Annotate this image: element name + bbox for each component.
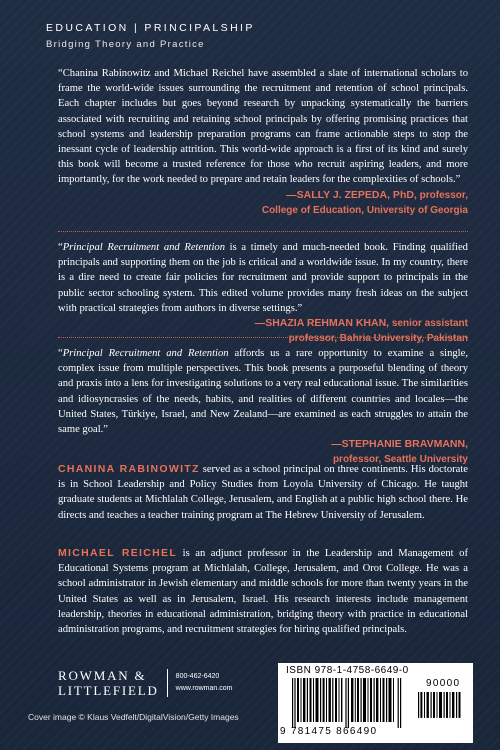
author-bio: is an adjunct professor in the Leadership and Management of Educational Systems program at Michlalah, College, Jerusalem, and Orot College. He was a school administrator in Jewish elementary and middle schools for more than twenty years in the United States as well as in Jerusalem, Israel. His research interests include management leadership, theories in educational administration, bridging theory with practice in educational administration programs, and recruitment strategies for hiring qualified principals. [58, 548, 468, 636]
barcode-digits: 9 781475 866490 [280, 726, 378, 737]
divider [58, 337, 468, 338]
series-header [46, 22, 255, 50]
cover-credit: Cover image © Klaus Vedfelt/DigitalVision/Getty Images [28, 712, 239, 722]
isbn-number: ISBN 978-1-4758-6649-0 [286, 665, 409, 676]
attribution-role: senior assistant [389, 318, 468, 330]
barcode-bars-addon [418, 692, 463, 728]
author-bio: served as a school principal on three continents. His doctorate is in School Leadership and Policy Studies from Loyola University of Chicago. He taught graduate students at Michlalah College, Jerusalem, and English at a public high school there. He directs and teaches a teacher training program at The Hebrew University of Jerusalem. [58, 464, 468, 521]
book-title: Principal Recruitment and Retention [62, 242, 225, 253]
barcode-bars-ean [292, 678, 402, 728]
publisher-phone: 800-462-6420 [175, 673, 220, 680]
blurb-3 [58, 346, 468, 467]
publisher-contact [176, 671, 233, 695]
blurb-attribution [58, 316, 468, 346]
blurb-1 [58, 66, 468, 218]
price-code: 90000 [426, 678, 461, 689]
publisher-url: www.rowman.com [175, 685, 233, 692]
attribution-affiliation: professor, Bahria University, Pakistan [288, 333, 468, 345]
attribution-affiliation: College of Education, University of Georgia [261, 204, 468, 216]
author-name: CHANINA RABINOWITZ [58, 463, 200, 475]
publisher-block [58, 668, 232, 698]
blurb-text: “Chanina Rabinowitz and Michael Reichel have assembled a slate of international scholars to frame the world-wide issues surrounding the recruitment and retention of school principals. Each chapter includes but goes beyond research by unpacking systematically the barriers associated with recruiting and retaining school principals by offering promising practices that school systems and leadership preparation programs can frame actionable steps to stop the inessant cycle of leadership attrition. This world-wide approach is a first of its kind and surely this book will become a trusted reference for those who recruit aspiring leaders, and more importantly, for the work needed to prepare and retain leaders for the complexities of schools.” [58, 68, 468, 186]
attribution-name: —STEPHANIE BRAVMANN, [331, 438, 468, 451]
divider [58, 231, 468, 232]
series-subtitle: Bridging Theory and Practice [46, 39, 205, 50]
attribution-affiliation: professor, Seattle University [332, 454, 468, 466]
series-title: EDUCATION | PRINCIPALSHIP [46, 22, 255, 34]
book-title: Principal Recruitment and Retention [62, 348, 229, 359]
blurb-text: “Principal Recruitment and Retention affords us a rare opportunity to examine a single, complex issue from multiple perspectives. This book presents a purposeful blending of theory and praxis into a lens for investigating solutions to a very real educational issue. The similarities and idiosyncrasies of the needs, habits, and realities of different countries and locales—the United States, Türkiye, Israel, and New Zealand—are examined as each struggles to attain the same goal.” [58, 348, 468, 436]
author-bio-2 [58, 546, 468, 637]
attribution-name: —SALLY J. ZEPEDA, PhD, [286, 188, 417, 201]
attribution-name: —SHAZIA REHMAN KHAN, [254, 317, 390, 330]
author-bio-1 [58, 462, 468, 523]
attribution-role: professor, [416, 189, 468, 201]
blurb-2 [58, 240, 468, 346]
blurb-attribution [58, 188, 468, 218]
publisher-divider [167, 669, 168, 697]
isbn-barcode [278, 663, 473, 743]
publisher-logo: ROWMAN & LITTLEFIELD [58, 668, 159, 698]
author-name: MICHAEL REICHEL [58, 547, 178, 559]
blurb-text: “Principal Recruitment and Retention is a timely and much-needed book. Finding qualified principals and supporting them on the job is critical and a worldwide issue. In my country, there is a dire need to create fair policies for recruitment and provide support to principals in the public sector schooling system. This edited volume provides many fresh ideas on the subject with practical strategies from authors in diverse settings.” [58, 242, 468, 314]
